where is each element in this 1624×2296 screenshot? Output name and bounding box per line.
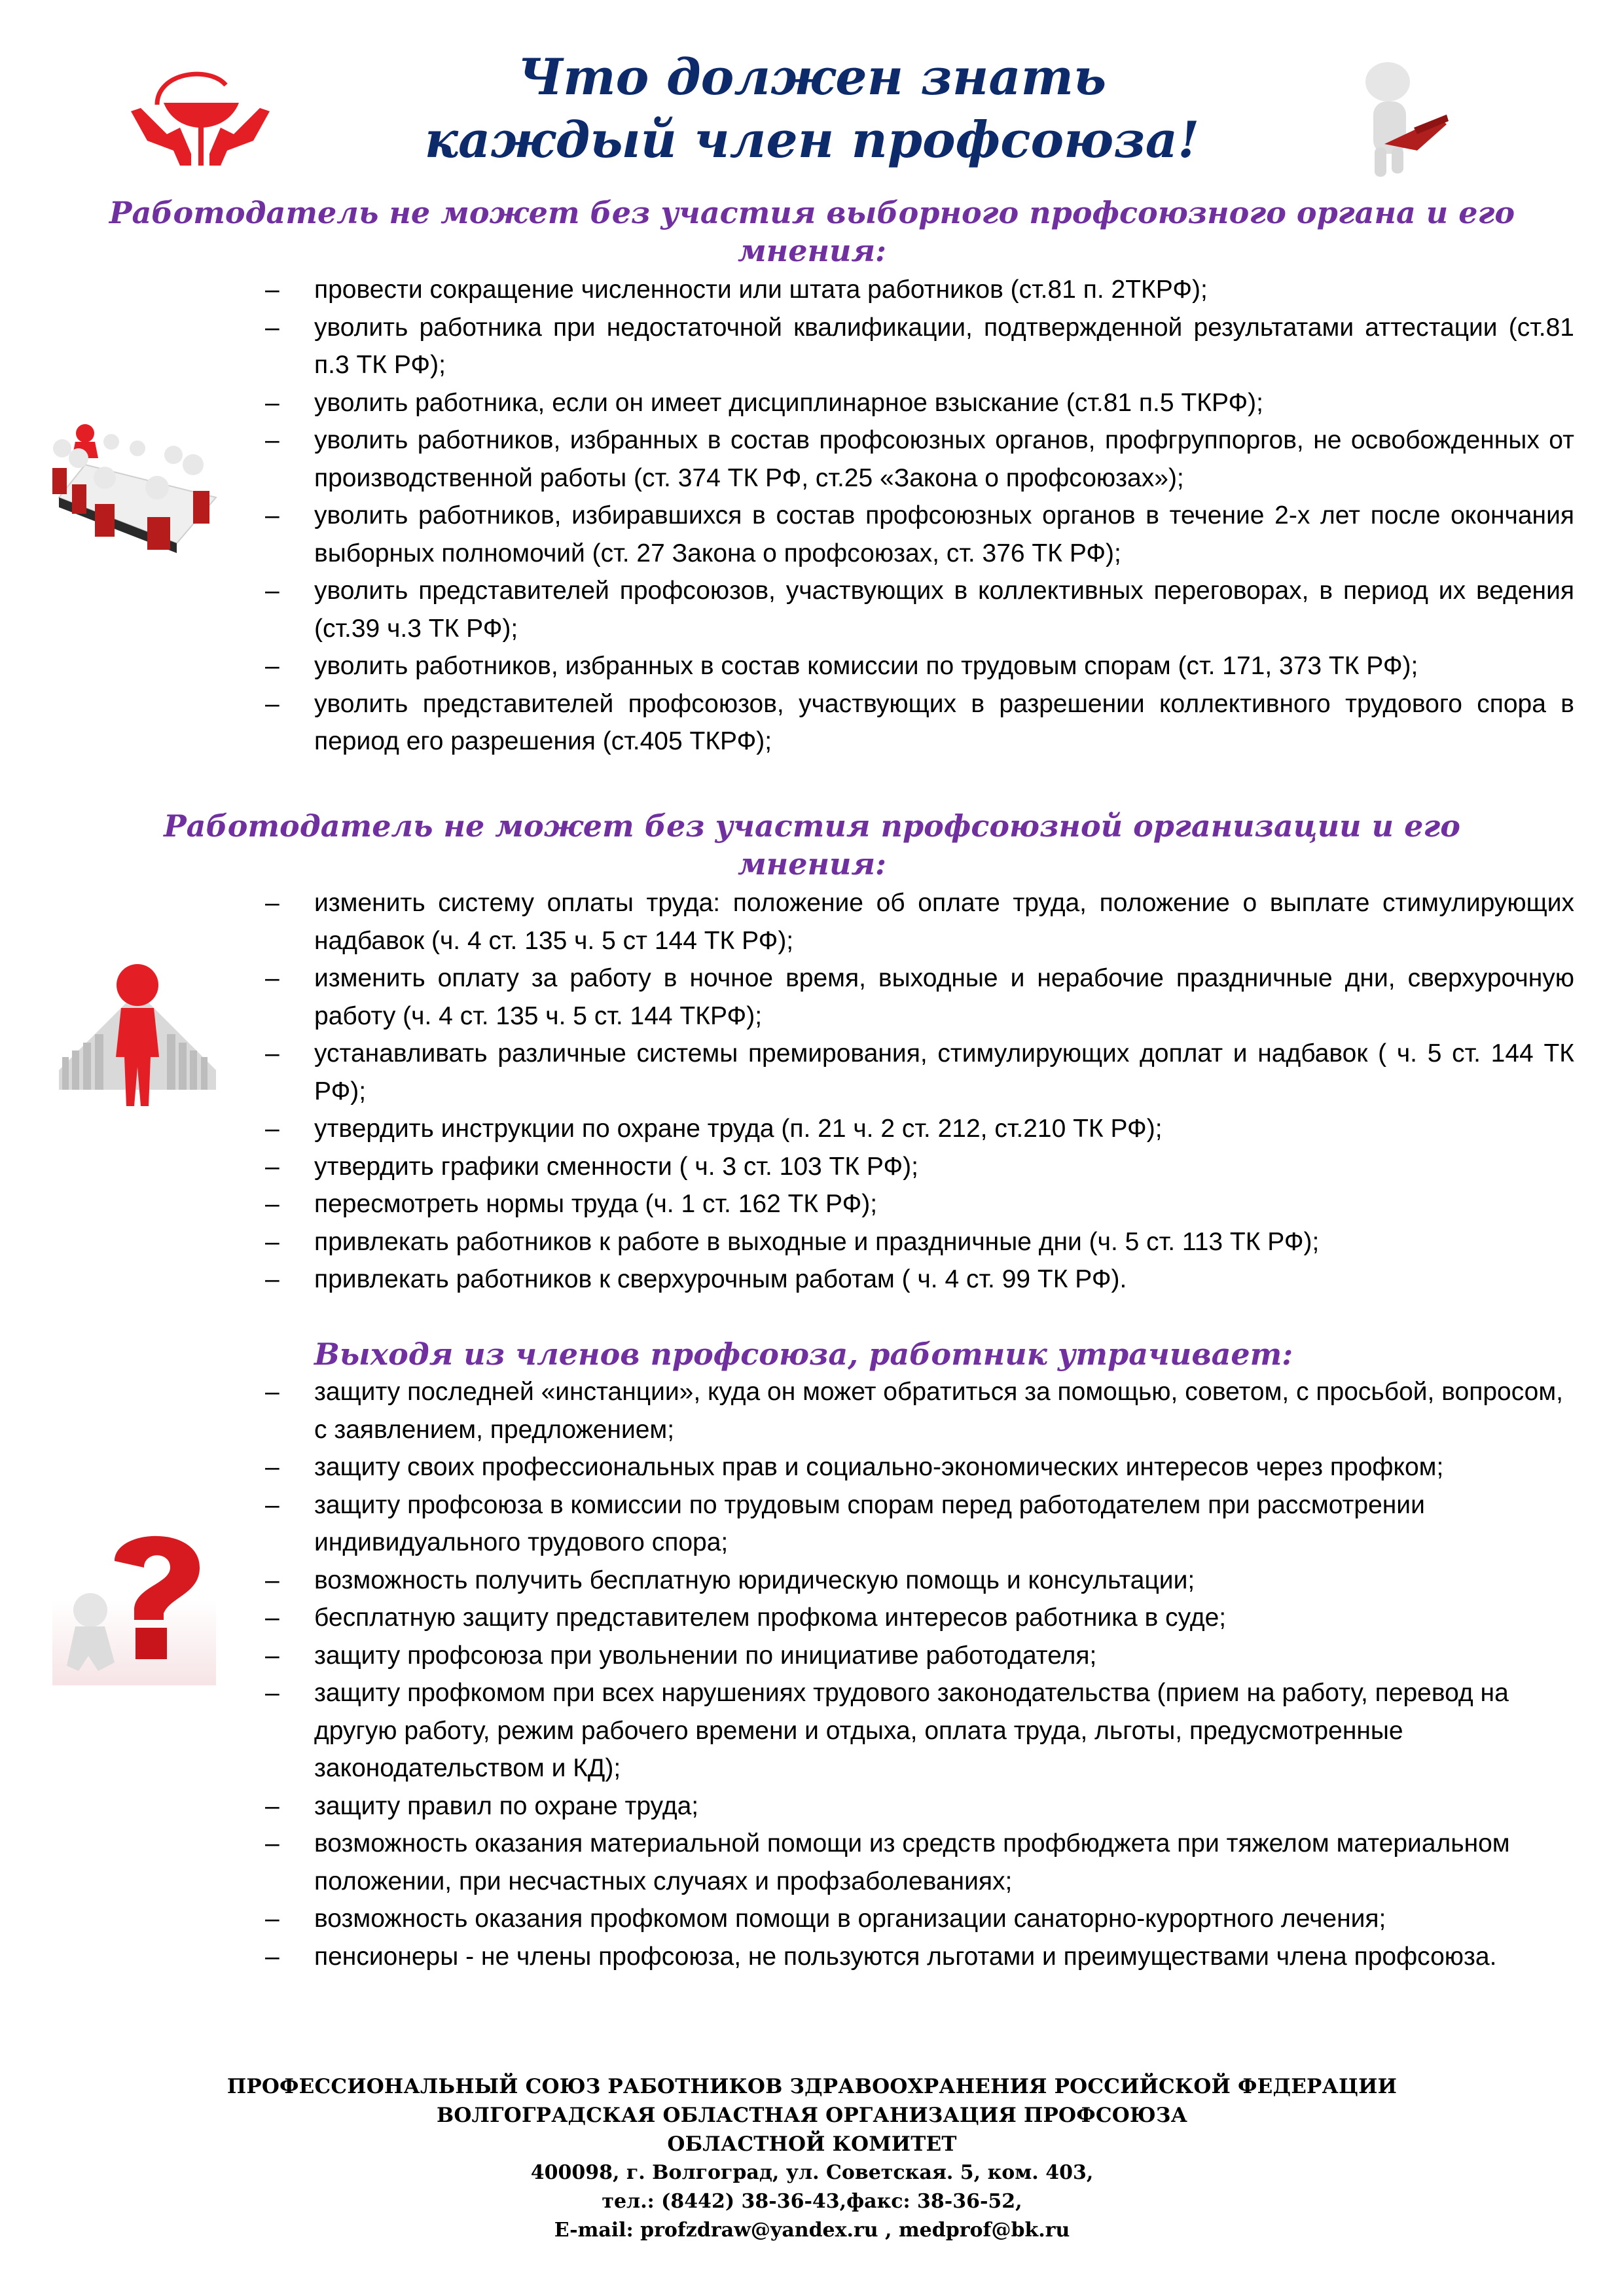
list-item	[0, 422, 1624, 497]
footer-org-line-3: ОБЛАСТНОЙ КОМИТЕТ	[667, 2132, 957, 2156]
list-item-text: утвердить графики сменности ( ч. 3 ст. 103 ТК РФ);	[314, 1152, 918, 1181]
dash-bullet: –	[265, 1829, 280, 1857]
list-item	[0, 1787, 1624, 1825]
footer-email-2[interactable]: medprof@bk.ru	[898, 2219, 1070, 2242]
list-item	[0, 1562, 1624, 1600]
footer-phone: тел.: (8442) 38-36-43,факс: 38-36-52,	[602, 2190, 1022, 2213]
dash-bullet: –	[265, 652, 280, 680]
list-item	[0, 572, 1624, 647]
list-item-text: возможность оказания профкомом помощи в организации санаторно-курортного лечения;	[314, 1905, 1386, 1933]
list-item	[0, 1110, 1624, 1148]
list-item	[0, 1674, 1624, 1787]
list-item-text: защиту профсоюза при увольнении по инициативе работодателя;	[314, 1641, 1097, 1670]
list-item-text: уволить работников, избранных в состав комиссии по трудовым спорам (ст. 171, 373 ТК РФ);	[314, 652, 1418, 680]
list-item	[0, 309, 1624, 384]
list-item-text: изменить систему оплаты труда: положение об оплате труда, положение о выплате стимулирующих надбавок (ч. 4 ст. 135 ч. 5 ст 144 ТК РФ);	[314, 889, 1574, 955]
list-item	[0, 1599, 1624, 1637]
list-item	[0, 1035, 1624, 1110]
list-item-text: защиту правил по охране труда;	[314, 1791, 699, 1820]
list-item-text: уволить работников, избиравшихся в состав профсоюзных органов в течение 2-х лет после окончания выборных полномочий (ст. 27 Закона о профсоюзах, ст. 376 ТК РФ);	[314, 501, 1574, 567]
section-employer-union-org	[0, 807, 1624, 1299]
list-item-text: уволить работников, избранных в состав профсоюзных органов, профгруппоргов, не освобожденных от производственной работы (ст. 374 ТК РФ, ст.25 «Закона о профсоюзах»);	[314, 426, 1574, 492]
dash-bullet: –	[265, 1453, 280, 1481]
list-item-text: уволить работника, если он имеет дисциплинарное взыскание (ст.81 п.5 ТКРФ);	[314, 388, 1263, 417]
title-line-2: каждый член профсоюза!	[424, 111, 1200, 169]
footer-contact-block	[0, 2072, 1624, 2245]
dash-bullet: –	[265, 1265, 280, 1293]
list-item-text: защиту последней «инстанции», куда он может обратиться за помощью, советом, с просьбой, вопросом, с заявлением, предложением;	[314, 1378, 1563, 1444]
section-employer-elected-body	[0, 194, 1624, 761]
dash-bullet: –	[265, 1378, 280, 1406]
person-reading-book-icon	[1348, 52, 1466, 183]
dash-bullet: –	[265, 1905, 280, 1933]
dash-bullet: –	[265, 577, 280, 605]
item-list	[0, 271, 1624, 761]
dash-bullet: –	[265, 1190, 280, 1218]
dash-bullet: –	[265, 1227, 280, 1256]
list-item	[0, 1223, 1624, 1261]
list-item-text: защиту профсоюза в комиссии по трудовым спорам перед работодателем при рассмотрении индивидуального трудового спора;	[314, 1490, 1425, 1556]
list-item	[0, 271, 1624, 309]
list-item-text: привлекать работников к сверхурочным работам ( ч. 4 ст. 99 ТК РФ).	[314, 1265, 1127, 1293]
dash-bullet: –	[265, 426, 280, 454]
list-item	[0, 1938, 1624, 1976]
dash-bullet: –	[265, 1566, 280, 1594]
list-item-text: пересмотреть нормы труда (ч. 1 ст. 162 ТК РФ);	[314, 1190, 878, 1218]
leader-crowd-icon	[56, 959, 219, 1116]
list-item	[0, 884, 1624, 960]
list-item-text: бесплатную защиту представителем профкома интересов работника в суде;	[314, 1604, 1227, 1632]
dash-bullet: –	[265, 1490, 280, 1519]
list-item	[0, 1637, 1624, 1675]
item-list	[0, 884, 1624, 1299]
list-item	[0, 1448, 1624, 1486]
dash-bullet: –	[265, 1152, 280, 1181]
list-item-text: утвердить инструкции по охране труда (п. 21 ч. 2 ст. 212, ст.210 ТК РФ);	[314, 1115, 1163, 1143]
list-item-text: пенсионеры - не члены профсоюза, не пользуются льготами и преимуществами члена профсоюза.	[314, 1942, 1497, 1971]
dash-bullet: –	[265, 276, 280, 304]
dash-bullet: –	[265, 1791, 280, 1820]
list-item	[0, 497, 1624, 572]
footer-org-line-1: ПРОФЕССИОНАЛЬНЫЙ СОЮЗ РАБОТНИКОВ ЗДРАВООХРАНЕНИЯ РОССИЙСКОЙ ФЕДЕРАЦИИ	[226, 2075, 1398, 2098]
section-heading: Выходя из членов профсоюза, работник утрачивает:	[314, 1336, 1293, 1372]
dash-bullet: –	[265, 313, 280, 342]
footer-address: 400098, г. Волгоград, ул. Советская. 5, ком. 403,	[530, 2161, 1094, 2184]
dash-bullet: –	[265, 501, 280, 529]
dash-bullet: –	[265, 889, 280, 917]
footer-email-separator: ,	[878, 2219, 899, 2242]
dash-bullet: –	[265, 1942, 280, 1971]
list-item-text: защиту своих профессиональных прав и социально-экономических интересов через профком;	[314, 1453, 1444, 1481]
list-item-text: изменить оплату за работу в ночное время, выходные и нерабочие праздничные дни, сверхурочную работу (ч. 4 ст. 135 ч. 5 ст. 144 ТКРФ);	[314, 964, 1574, 1030]
dash-bullet: –	[265, 1604, 280, 1632]
section-heading: Работодатель не может без участия выборного профсоюзного органа и его мнения:	[109, 195, 1515, 268]
footer-email-1[interactable]: profzdraw@yandex.ru	[640, 2219, 878, 2242]
list-item	[0, 1148, 1624, 1186]
list-item	[0, 1185, 1624, 1223]
list-item	[0, 647, 1624, 685]
list-item	[0, 960, 1624, 1035]
section-heading: Работодатель не может без участия профсоюзной организации и его мнения:	[164, 808, 1460, 882]
list-item	[0, 1486, 1624, 1562]
list-item-text: уволить работника при недостаточной квалификации, подтвержденной результатами аттестации (ст.81 п.3 ТК РФ);	[314, 313, 1574, 379]
dash-bullet: –	[265, 388, 280, 417]
section-leaving-union	[0, 1335, 1624, 1975]
list-item-text: возможность получить бесплатную юридическую помощь и консультации;	[314, 1566, 1195, 1594]
dash-bullet: –	[265, 1039, 280, 1067]
meeting-table-icon	[46, 419, 236, 569]
list-item-text: уволить представителей профсоюзов, участвующих в разрешении коллективного трудового спора в период его разрешения (ст.405 ТКРФ);	[314, 689, 1574, 755]
list-item	[0, 1825, 1624, 1900]
list-item-text: устанавливать различные системы премирования, стимулирующих доплат и надбавок ( ч. 5 ст. 144 ТК РФ);	[314, 1039, 1574, 1105]
item-list	[0, 1373, 1624, 1975]
dash-bullet: –	[265, 1679, 280, 1707]
list-item-text: провести сокращение численности или штата работников (ст.81 п. 2ТКРФ);	[314, 276, 1208, 304]
title-line-1: Что должен знать	[517, 48, 1107, 106]
dash-bullet: –	[265, 964, 280, 992]
dash-bullet: –	[265, 1641, 280, 1670]
footer-email-line	[0, 2216, 1624, 2245]
question-mark-person-icon	[52, 1522, 216, 1685]
list-item-text: уволить представителей профсоюзов, участвующих в коллективных переговорах, в период их ведения (ст.39 ч.3 ТК РФ);	[314, 577, 1574, 643]
list-item-text: привлекать работников к работе в выходные и праздничные дни (ч. 5 ст. 113 ТК РФ);	[314, 1227, 1320, 1256]
footer-org-line-2: ВОЛГОГРАДСКАЯ ОБЛАСТНАЯ ОРГАНИЗАЦИЯ ПРОФСОЮЗА	[436, 2104, 1188, 2127]
list-item	[0, 685, 1624, 761]
list-item-text: возможность оказания материальной помощи из средств профбюджета при тяжелом материальном положении, при несчастных случаях и профзаболеваниях;	[314, 1829, 1510, 1895]
dash-bullet: –	[265, 1115, 280, 1143]
list-item	[0, 1261, 1624, 1299]
dash-bullet: –	[265, 689, 280, 718]
list-item	[0, 1900, 1624, 1938]
list-item-text: защиту профкомом при всех нарушениях трудового законодательства (прием на работу, перевод на другую работу, режим рабочего времени и отдыха, оплата труда, льготы, предусмотренные законодательством и КД);	[314, 1679, 1509, 1782]
footer-email-label: E-mail:	[554, 2219, 641, 2242]
list-item	[0, 1373, 1624, 1448]
list-item	[0, 384, 1624, 422]
